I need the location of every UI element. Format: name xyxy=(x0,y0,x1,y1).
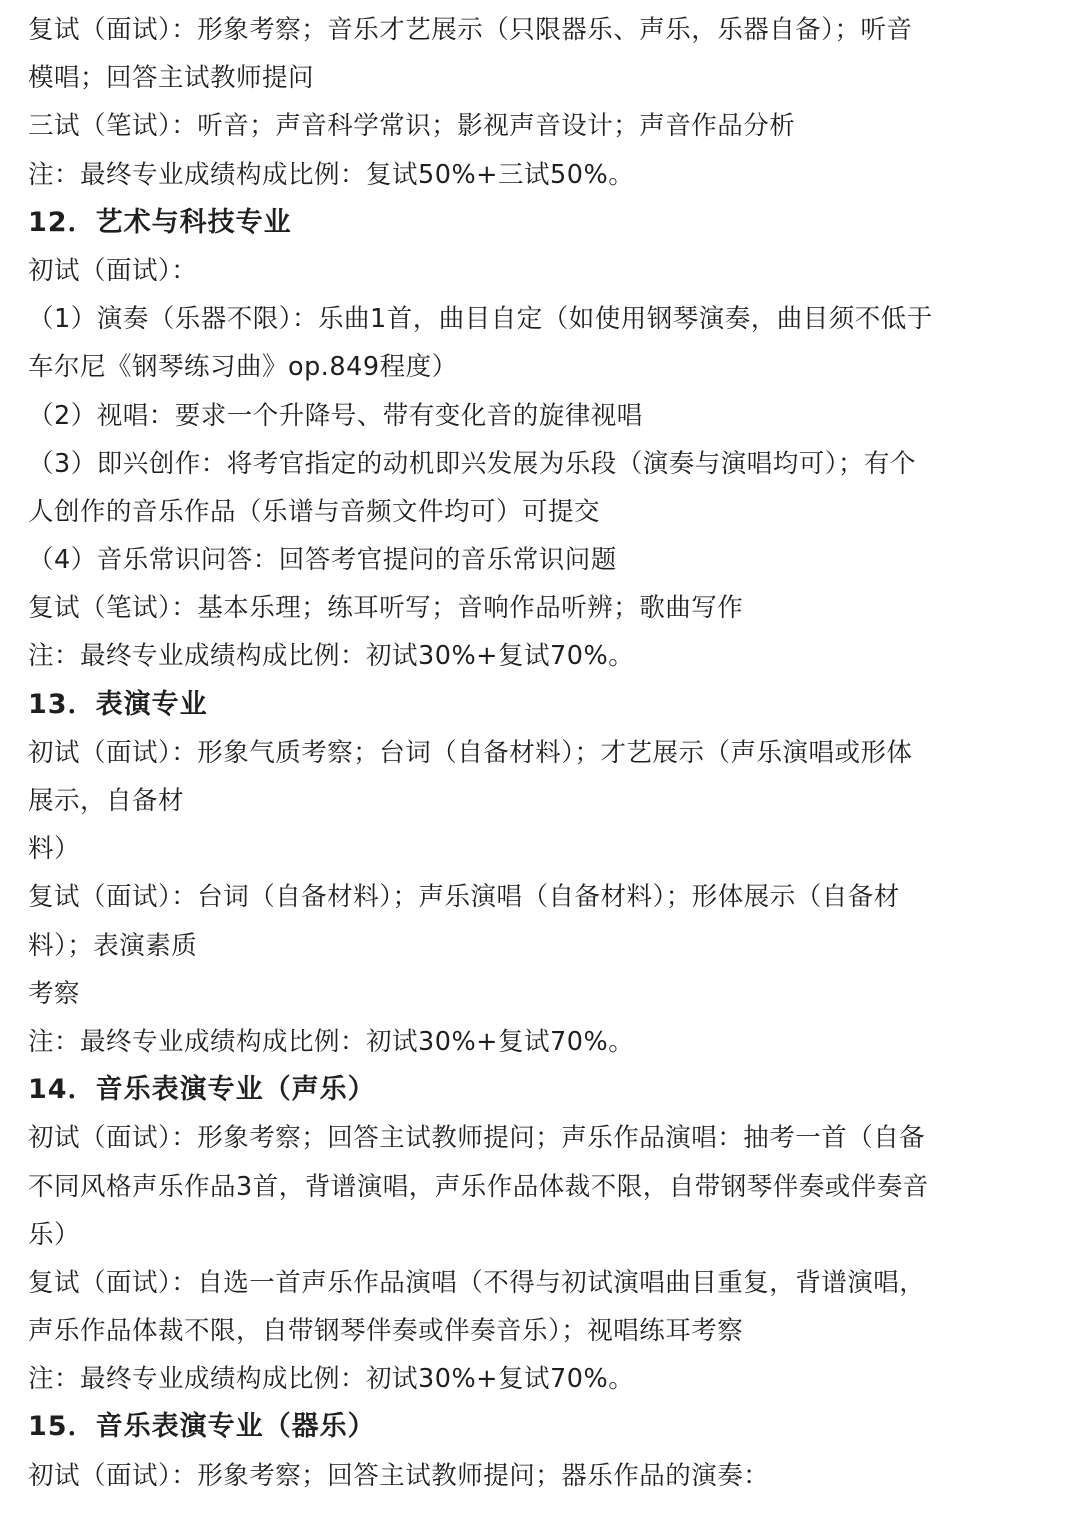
text-line: 注：最终专业成绩构成比例：初试30%+复试70%。 xyxy=(28,1364,635,1395)
section-heading: 13．表演专业 xyxy=(28,688,208,720)
section-heading: 14．音乐表演专业（声乐） xyxy=(28,1074,376,1106)
section-heading: 12．艺术与科技专业 xyxy=(28,206,292,238)
text-line: 声乐作品体裁不限，自带钢琴伴奏或伴奏音乐）；视唱练耳考察 xyxy=(28,1316,744,1347)
text-line: 料）；表演素质 xyxy=(28,930,198,961)
text-line: 乐） xyxy=(28,1219,81,1250)
text-line: 人创作的音乐作品（乐谱与音频文件均可）可提交 xyxy=(28,496,601,527)
text-line: 考察 xyxy=(28,978,81,1009)
text-line: （4）音乐常识问答：回答考官提问的音乐常识问题 xyxy=(28,545,617,576)
text-line: 复试（面试）：台词（自备材料）；声乐演唱（自备材料）；形体展示（自备材 xyxy=(28,882,900,913)
text-line: 展示，自备材 xyxy=(28,786,185,816)
text-line: 车尔尼《钢琴练习曲》op.849程度） xyxy=(28,352,458,383)
text-line: 模唱；回答主试教师提问 xyxy=(28,63,315,94)
text-line: 注：最终专业成绩构成比例：复试50%+三试50%。 xyxy=(28,159,635,190)
text-line: 不同风格声乐作品3首，背谱演唱，声乐作品体裁不限，自带钢琴伴奏或伴奏音 xyxy=(28,1171,929,1202)
text-line: （3）即兴创作：将考官指定的动机即兴发展为乐段（演奏与演唱均可）；有个 xyxy=(28,448,916,479)
text-line: 初试（面试）：形象气质考察；台词（自备材料）；才艺展示（声乐演唱或形体 xyxy=(28,737,913,768)
section-heading: 15．音乐表演专业（器乐） xyxy=(28,1411,376,1443)
text-line: 注：最终专业成绩构成比例：初试30%+复试70%。 xyxy=(28,641,635,672)
text-line: 初试（面试）：形象考察；回答主试教师提问；声乐作品演唱：抽考一首（自备 xyxy=(28,1123,926,1154)
text-line: （1）演奏（乐器不限）：乐曲1首，曲目自定（如使用钢琴演奏，曲目须不低于 xyxy=(28,304,933,335)
text-line: 复试（笔试）：基本乐理；练耳听写；音响作品听辨；歌曲写作 xyxy=(28,593,744,624)
text-line: 三试（笔试）：听音；声音科学常识；影视声音设计；声音作品分析 xyxy=(28,111,796,142)
text-line: 复试（面试）：形象考察；音乐才艺展示（只限器乐、声乐，乐器自备）；听音 xyxy=(28,15,913,45)
text-line: 注：最终专业成绩构成比例：初试30%+复试70%。 xyxy=(28,1026,635,1057)
text-line: （2）视唱：要求一个升降号、带有变化音的旋律视唱 xyxy=(28,400,643,431)
text-line: 初试（面试）： xyxy=(28,255,198,286)
text-line: 复试（面试）：自选一首声乐作品演唱（不得与初试演唱曲目重复，背谱演唱， xyxy=(28,1267,926,1298)
text-line: 料） xyxy=(28,834,81,865)
text-line: 初试（面试）：形象考察；回答主试教师提问；器乐作品的演奏： xyxy=(28,1460,770,1491)
